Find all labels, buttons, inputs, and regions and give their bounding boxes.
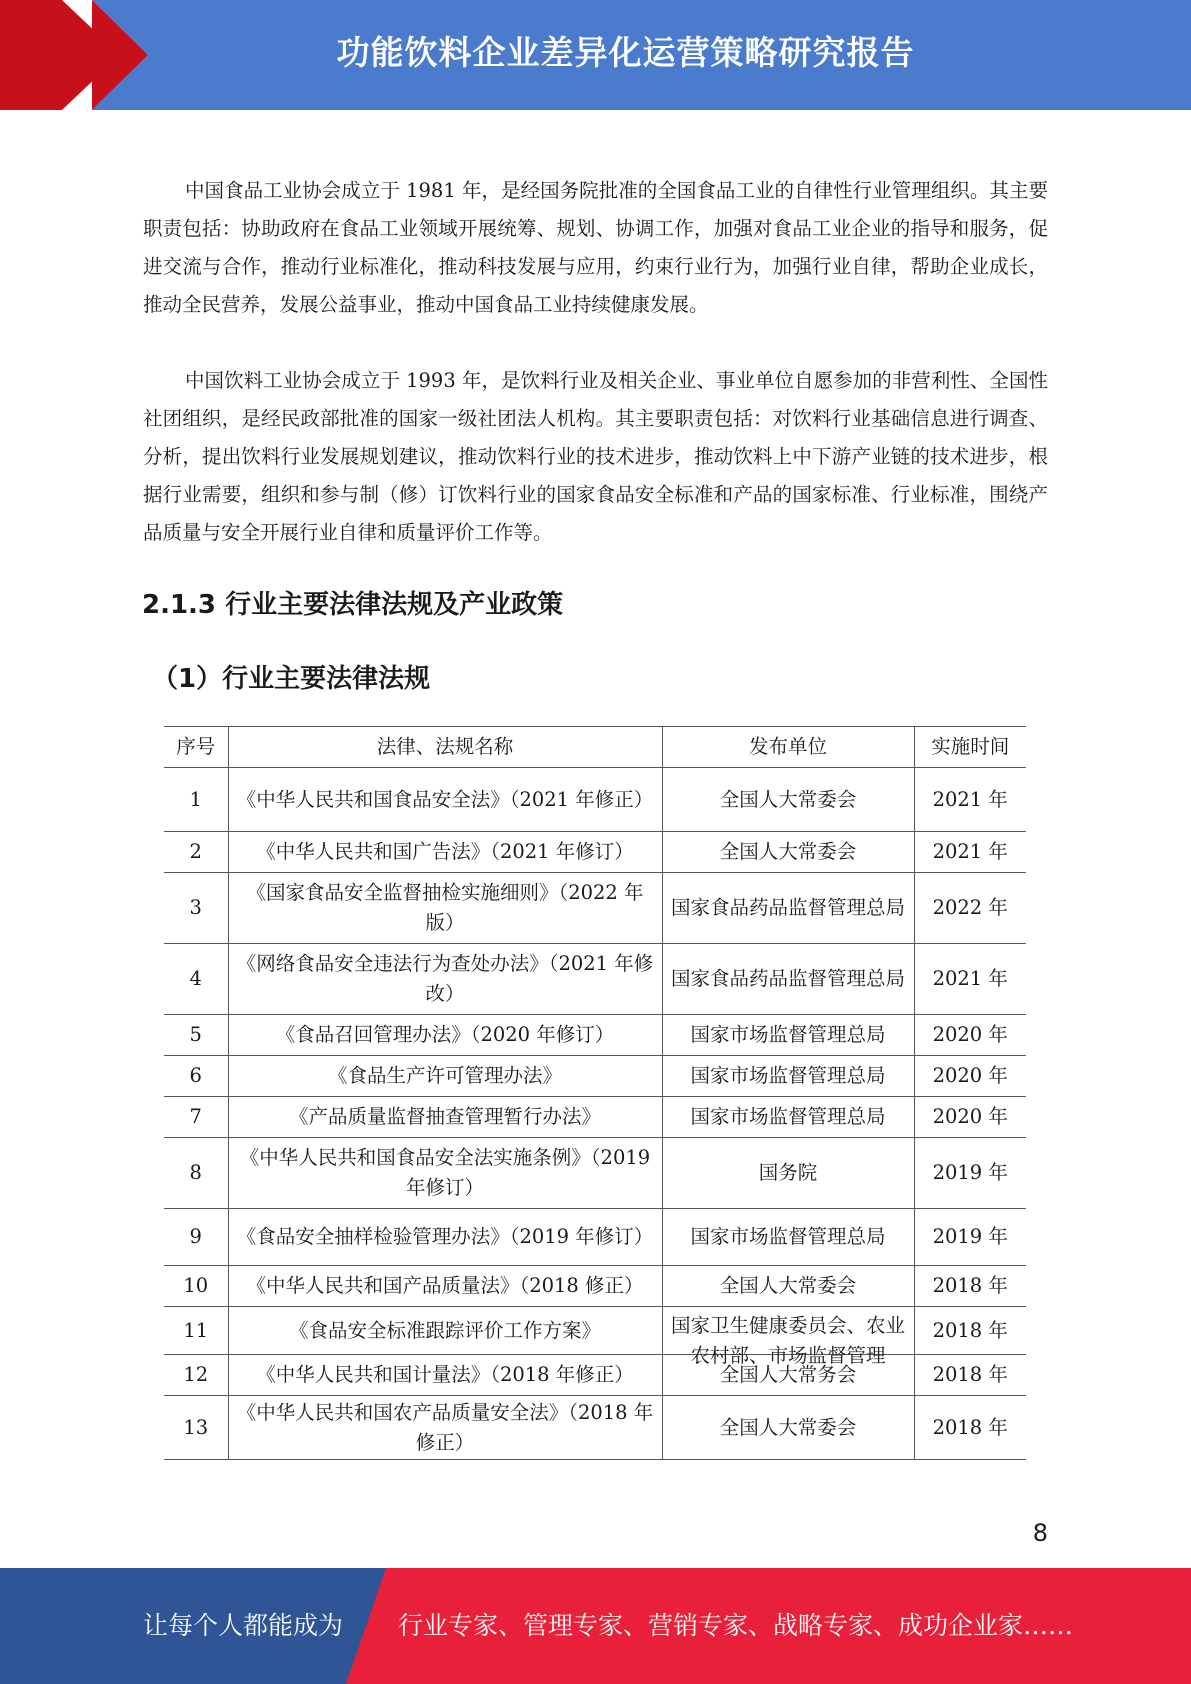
row-law-name: 《食品安全标准跟踪评价工作方案》 <box>228 1307 662 1355</box>
page-number: 8 <box>1032 1519 1048 1547</box>
table-row <box>164 944 1026 1015</box>
header-issuer: 发布单位 <box>662 727 914 768</box>
row-law-name: 《国家食品安全监督抽检实施细则》（2022 年版） <box>228 873 662 944</box>
row-date: 2018 年 <box>914 1396 1026 1460</box>
table-row <box>164 832 1026 873</box>
row-date: 2019 年 <box>914 1209 1026 1266</box>
footer-slogan-left: 让每个人都能成为 <box>143 1611 344 1640</box>
row-law-name: 《中华人民共和国计量法》（2018 年修正） <box>228 1355 662 1396</box>
table-row <box>164 1266 1026 1307</box>
row-number: 2 <box>164 832 228 873</box>
table-row <box>164 1056 1026 1097</box>
row-law-name: 《中华人民共和国食品安全法》（2021 年修正） <box>228 768 662 832</box>
row-number: 4 <box>164 944 228 1015</box>
table-row <box>164 1015 1026 1056</box>
page-header <box>0 0 1191 110</box>
row-date: 2022 年 <box>914 873 1026 944</box>
paragraph-beverage-industry-association: 中国饮料工业协会成立于 1993 年，是饮料行业及相关企业、事业单位自愿参加的非营利性、全国性社团组织，是经民政部批准的国家一级社团法人机构。其主要职责包括：对饮料行业基础信息进行调查、分析，提出饮料行业发展规划建议，推动饮料行业的技术进步，推动饮料上中下游产业链的技术进步，根据行业需要，组织和参与制（修）订饮料行业的国家食品安全标准和产品的国家标准、行业标准，围绕产品质量与安全开展行业自律和质量评价工作等。 <box>143 369 1048 544</box>
header-number: 序号 <box>164 727 228 768</box>
header-effective-date: 实施时间 <box>914 727 1026 768</box>
table-row <box>164 1355 1026 1396</box>
row-date: 2020 年 <box>914 1097 1026 1138</box>
section-heading: 2.1.3 行业主要法律法规及产业政策 <box>142 590 564 620</box>
table-row <box>164 1097 1026 1138</box>
row-issuer: 国家市场监督管理总局 <box>662 1056 914 1097</box>
row-number: 12 <box>164 1355 228 1396</box>
row-law-name: 《网络食品安全违法行为查处办法》（2021 年修改） <box>228 944 662 1015</box>
page-footer <box>0 1568 1191 1684</box>
table-row <box>164 1209 1026 1266</box>
header-law-name: 法律、法规名称 <box>228 727 662 768</box>
footer-slogan-right: 行业专家、管理专家、营销专家、战略专家、成功企业家…… <box>398 1611 1074 1640</box>
row-law-name: 《中华人民共和国广告法》（2021 年修订） <box>228 832 662 873</box>
row-date: 2021 年 <box>914 944 1026 1015</box>
row-issuer: 全国人大常委会 <box>662 1396 914 1460</box>
row-date: 2021 年 <box>914 832 1026 873</box>
row-law-name: 《产品质量监督抽查管理暂行办法》 <box>228 1097 662 1138</box>
row-date: 2018 年 <box>914 1355 1026 1396</box>
row-issuer: 全国人大常委会 <box>662 832 914 873</box>
table-row <box>164 873 1026 944</box>
report-title: 功能饮料企业差异化运营策略研究报告 <box>336 33 915 72</box>
row-issuer: 国家食品药品监督管理总局 <box>662 873 914 944</box>
table-row <box>164 1307 1026 1355</box>
row-number: 5 <box>164 1015 228 1056</box>
row-date: 2018 年 <box>914 1307 1026 1355</box>
row-issuer: 全国人大常委会 <box>662 768 914 832</box>
row-law-name: 《中华人民共和国食品安全法实施条例》（2019 年修订） <box>228 1138 662 1209</box>
regulations-table <box>164 726 1026 1460</box>
row-number: 6 <box>164 1056 228 1097</box>
row-law-name: 《食品召回管理办法》（2020 年修订） <box>228 1015 662 1056</box>
row-number: 11 <box>164 1307 228 1355</box>
row-law-name: 《食品安全抽样检验管理办法》（2019 年修订） <box>228 1209 662 1266</box>
row-number: 1 <box>164 768 228 832</box>
row-date: 2020 年 <box>914 1015 1026 1056</box>
row-issuer: 国家食品药品监督管理总局 <box>662 944 914 1015</box>
table-row <box>164 1138 1026 1209</box>
row-date: 2021 年 <box>914 768 1026 832</box>
row-issuer: 国家市场监督管理总局 <box>662 1209 914 1266</box>
row-issuer: 国家市场监督管理总局 <box>662 1015 914 1056</box>
row-date: 2018 年 <box>914 1266 1026 1307</box>
table-row <box>164 1396 1026 1460</box>
table-header-row <box>164 727 1026 768</box>
row-issuer: 国务院 <box>662 1138 914 1209</box>
subsection-heading: （1）行业主要法律法规 <box>152 664 431 694</box>
row-number: 8 <box>164 1138 228 1209</box>
row-law-name: 《中华人民共和国农产品质量安全法》（2018 年修正） <box>228 1396 662 1460</box>
row-issuer-clipped <box>662 1307 914 1367</box>
row-date: 2019 年 <box>914 1138 1026 1209</box>
row-law-name: 《中华人民共和国产品质量法》（2018 修正） <box>228 1266 662 1307</box>
row-date: 2020 年 <box>914 1056 1026 1097</box>
table-row <box>164 768 1026 832</box>
row-issuer: 国家市场监督管理总局 <box>662 1097 914 1138</box>
row-issuer: 全国人大常务会 <box>662 1355 914 1396</box>
row-number: 7 <box>164 1097 228 1138</box>
regulations-table-container <box>164 726 1026 1452</box>
row-law-name: 《食品生产许可管理办法》 <box>228 1056 662 1097</box>
paragraph-food-industry-association: 中国食品工业协会成立于 1981 年，是经国务院批准的全国食品工业的自律性行业管理组织。其主要职责包括：协助政府在食品工业领域开展统筹、规划、协调工作，加强对食品工业企业的指导和服务，促进交流与合作，推动行业标准化，推动科技发展与应用，约束行业行为，加强行业自律，帮助企业成长，推动全民营养，发展公益事业，推动中国食品工业持续健康发展。 <box>143 179 1048 316</box>
row-number: 10 <box>164 1266 228 1307</box>
row-issuer: 全国人大常委会 <box>662 1266 914 1307</box>
row-number: 3 <box>164 873 228 944</box>
row-issuer: 国家卫生健康委员会、农业农村部、市场监督管理 <box>670 1313 905 1367</box>
row-number: 9 <box>164 1209 228 1266</box>
row-number: 13 <box>164 1396 228 1460</box>
